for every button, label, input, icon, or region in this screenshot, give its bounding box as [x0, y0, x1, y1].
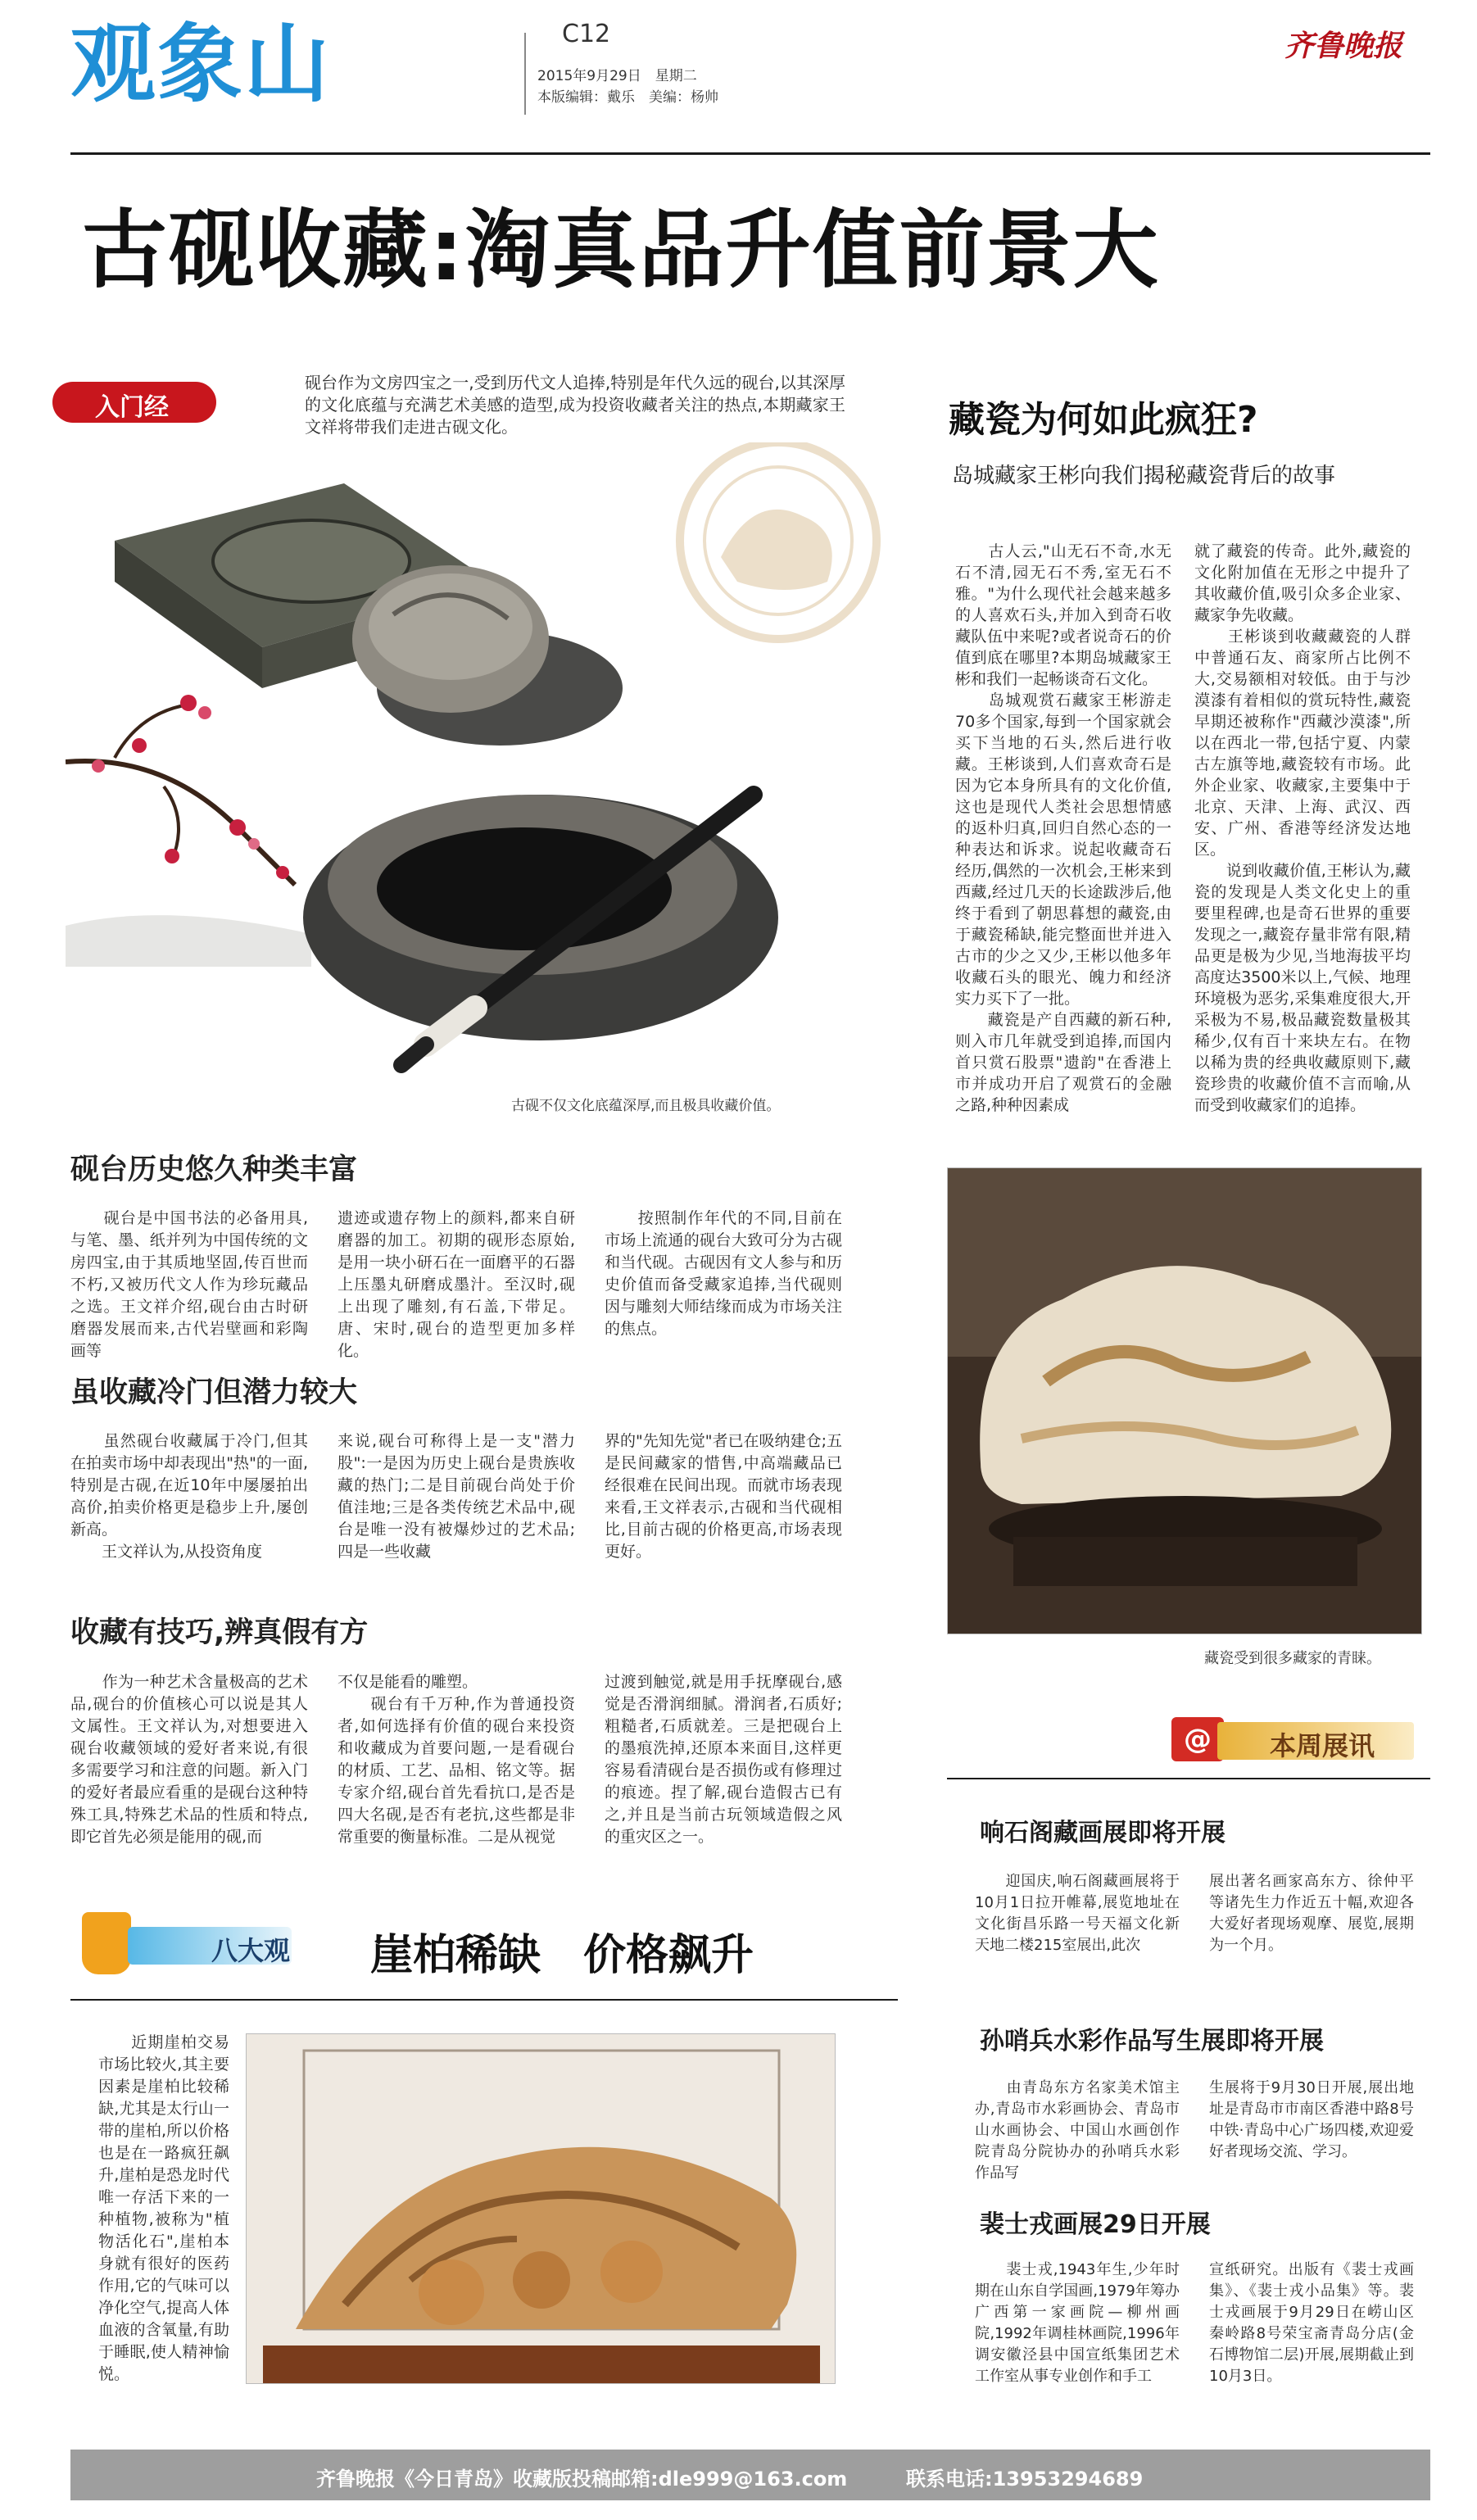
exhibition-title-1: 响石阁藏画展即将开展: [980, 1819, 1226, 1847]
weekly-badge-label: 本周展讯: [1270, 1730, 1375, 1761]
cypress-badge: [70, 1909, 300, 1978]
cypress-photo: [246, 2033, 836, 2384]
exhibition-title-2: 孙哨兵水彩作品写生展即将开展: [980, 2027, 1324, 2055]
weekly-badge: [1168, 1709, 1430, 1768]
section-title: 收藏有技巧,辨真假有方: [70, 1616, 369, 1649]
section-title: 砚台历史悠久种类丰富: [70, 1153, 358, 1186]
porcelain-subtitle: 岛城藏家王彬向我们揭秘藏瓷背后的故事: [952, 464, 1336, 488]
section-title: 虽收藏冷门但潜力较大: [70, 1376, 358, 1409]
cypress-badge-label: 八大观: [211, 1935, 291, 1966]
section-skills-col2: 不仅是能看的雕塑。 砚台有千万种,作为普通投资者,如何选择有价值的砚台来投资和收藏成为首要问题,一是看砚台的材质、工艺、品相、铭文等。据专家介绍,砚台首先看抗口,是否是四大名砚,是否有老抗,这些都是非常重要的衡量标准。二是从视觉: [338, 1673, 575, 1846]
footer-contribute: 齐鲁晚报《今日青岛》收藏版投稿邮箱:dle999@163.com: [316, 2468, 848, 2491]
intro-text: 砚台作为文房四宝之一,受到历代文人追捧,特别是年代久远的砚台,以其深厚的文化底蕴与充满艺术美感的造型,成为投资收藏者关注的热点,本期藏家王文祥将带我们走进古砚文化。: [305, 373, 845, 437]
porcelain-caption: 藏瓷受到很多藏家的青睐。: [1204, 1650, 1381, 1667]
envelope-icon: @: [1171, 1717, 1224, 1761]
exhibition-3-col2: 宣纸研究。出版有《裴士戎画集》、《裴士戎小品集》等。裴士戎画展于9月29日在崂山区秦岭路8号荣宝斋青岛分店(金石博物馆二层)开展,展期截止到10月3日。: [1209, 2261, 1414, 2385]
section-skills-col3: 过渡到触觉,就是用手抚摩砚台,感觉是否滑润细腻。滑润者,石质好;粗糙者,石质就差。三是把砚台上的墨痕洗掉,还原本来面目,这样更容易看清砚台是否损伤或有修理过的痕迹。捏了解,砚台造假古已有之,并且是当前古玩领域造假之风的重灾区之一。: [605, 1673, 842, 1846]
exhibition-1-col2: 展出著名画家高东方、徐仲平等诸先生力作近五十幅,欢迎各大爱好者现场观摩、展览,展期为一个月。: [1209, 1873, 1414, 1954]
cypress-root-illustration: [247, 2034, 836, 2384]
section-potential-col3: 界的"先知先觉"者已在吸纳建仓;五是民间藏家的惜售,中高端藏品已经很难在民间出现。而就市场表现来看,王文祥表示,古砚和当代砚相比,目前古砚的价格更高,市场表现更好。: [605, 1432, 842, 1561]
section-skills-col1: 作为一种艺术含量极高的艺术品,砚台的价值核心可以说是其人文属性。王文祥认为,对想要进入砚台收藏领域的爱好者来说,有很多需要学习和注意的问题。新入门的爱好者最应看重的是砚台这种特殊工具,特殊艺术品的性质和特点,即它首先必须是能用的砚,而: [70, 1673, 308, 1846]
weekly-rule: [947, 1778, 1430, 1779]
intro-badge-label: 入门经: [95, 393, 169, 422]
porcelain-col2: 就了藏瓷的传奇。此外,藏瓷的文化附加值在无形之中提升了其收藏价值,吸引众多企业家、藏家争先收藏。 王彬谈到收藏藏瓷的人群中普通石友、商家所占比例不大,交易额相对较低。由于与沙漠漆有着相似的赏玩特性,藏瓷早期还被称作"西藏沙漠漆",所以在西北一带,包括宁夏、内蒙古左旗等地,藏瓷较有市场。此外企业家、收藏家,主要集中于北京、天津、上海、武汉、西安、广州、香港等经济发达地区。 说到收藏价值,王彬认为,藏瓷的发现是人类文化史上的重要里程碑,也是奇石世界的重要发现之一,藏瓷存量非常有限,精品更是极为少见,当地海拔平均高度达3500米以上,气候、地理环境极为恶劣,采集难度很大,开采极为不易,极品藏瓷数量极其稀少,仅有百十来块左右。在物以稀为贵的经典收藏原则下,藏瓷珍贵的收藏价值不言而喻,从而受到收藏家们的追捧。: [1194, 542, 1411, 1114]
footer-phone: 联系电话:13953294689: [906, 2468, 1144, 2491]
exhibition-3-col1: 裴士戎,1943年生,少年时期在山东自学国画,1979年筹办广西第一家画院—柳州画院,1992年调桂林画院,1996年调安徽泾县中国宣纸集团艺术工作室从事专业创作和手工: [975, 2261, 1180, 2385]
exhibition-title-3: 裴士戎画展29日开展: [980, 2210, 1211, 2239]
cypress-body: 近期崖柏交易市场比较火,其主要因素是崖柏比较稀缺,尤其是太行山一带的崖柏,所以价格也是在一路疯狂飙升,崖柏是恐龙时代唯一存活下来的一种植物,被称为"植物活化石",崖柏本身就有很好的医药作用,它的气味可以净化空气,提高人体血液的含氧量,有助于睡眠,使人精神愉悦。: [98, 2033, 229, 2383]
porcelain-col1: 古人云,"山无石不奇,水无石不清,园无石不秀,室无石不雅。"为什么现代社会越来越多的人喜欢石头,并加入到奇石收藏队伍中来呢?或者说奇石的价值到底在哪里?本期岛城藏家王彬和我们一起畅谈奇石文化。 岛城观赏石藏家王彬游走70多个国家,每到一个国家就会买下当地的石头,然后进行收藏。王彬谈到,人们喜欢奇石是因为它本身所具有的文化价值,这也是现代人类社会思想情感的返朴归真,回归自然心态的一种表达和诉求。说起收藏奇石经历,偶然的一次机会,王彬来到西藏,经过几天的长途跋涉后,他终于看到了朝思暮想的藏瓷,由于藏瓷稀缺,能完整面世并进入古市的少之又少,王彬以他多年收藏石头的眼光、魄力和经济实力买下了一批。 藏瓷是产自西藏的新石种,则入市几年就受到追捧,而国内首只赏石股票"遗韵"在香港上市并成功开启了观赏石的金融之路,种种因素成: [955, 542, 1171, 1114]
exhibition-2-col1: 由青岛东方名家美术馆主办,青岛市水彩画协会、青岛市山水画协会、中国山水画创作院青岛分院协办的孙哨兵水彩作品写: [975, 2079, 1180, 2182]
cypress-headline: 崖柏稀缺 价格飙升: [370, 1931, 754, 1980]
tibetan-porcelain-stone: [948, 1168, 1422, 1634]
date-line: 2015年9月29日 星期二: [537, 68, 697, 84]
inkstone-illustration: [66, 442, 893, 1114]
intro-badge: [52, 382, 216, 423]
round-inkstone: [352, 565, 623, 746]
section-skills: [70, 1610, 898, 1651]
editors-line: 本版编辑：戴乐 美编：杨帅: [537, 89, 718, 106]
headline: 古砚收藏:淘真品升值前景大: [82, 200, 1160, 300]
section-history: [70, 1147, 898, 1188]
inkstone-caption: 古砚不仅文化底蕴深厚,而且极具收藏价值。: [511, 1098, 781, 1114]
masthead: [0, 0, 1477, 164]
page-number: C12: [562, 20, 611, 48]
newspaper-logo: 齐鲁晚报: [1284, 29, 1403, 63]
section-potential: [70, 1370, 898, 1411]
column-name: 观象山: [70, 14, 332, 114]
section-potential-col1: 虽然砚台收藏属于冷门,但其在拍卖市场中却表现出"热"的一面,特别是古砚,在近10年中屡屡拍出高价,拍卖价格更是稳步上升,屡创新高。 王文祥认为,从投资角度: [70, 1432, 308, 1561]
cypress-rule: [70, 1999, 898, 2001]
section-history-col3: 按照制作年代的不同,目前在市场上流通的砚台大致可分为古砚和当代砚。古砚因有文人参与和历史价值而备受藏家追捧,当代砚则因与雕刻大师结缘而成为市场关注的焦点。: [605, 1209, 842, 1338]
footer-bar: [70, 2450, 1430, 2500]
masthead-rule: [70, 152, 1430, 155]
section-history-col1: 砚台是中国书法的必备用具,与笔、墨、纸并列为中国传统的文房四宝,由于其质地坚固,传百世而不朽,又被历代文人作为珍玩藏品之选。王文祥介绍,砚台由古时研磨器发展而来,古代岩壁画和彩陶画等: [70, 1209, 308, 1360]
inkstone-photo: [66, 442, 893, 1114]
exhibition-1-col1: 迎国庆,响石阁藏画展将于10月1日拉开帷幕,展览地址在文化街昌乐路一号天福文化新天地二楼215室展出,此次: [975, 1873, 1180, 1954]
porcelain-title: 藏瓷为何如此疯狂?: [949, 399, 1258, 441]
section-potential-col2: 来说,砚台可称得上是一支"潜力股":一是因为历史上砚台是贵族收藏的热门;二是目前砚台尚处于价值洼地;三是各类传统艺术品中,砚台是唯一没有被爆炒过的艺术品;四是一些收藏: [338, 1432, 575, 1561]
porcelain-photo: [947, 1167, 1422, 1634]
tiger-seal-watermark: [680, 442, 877, 639]
exhibition-2-col2: 生展将于9月30日开展,展出地址是青岛市市南区香港中路8号中铁·青岛中心广场四楼,欢迎爱好者现场交流、学习。: [1209, 2079, 1414, 2160]
section-history-col2: 遗迹或遗存物上的颜料,都来自研磨器的加工。初期的砚形态原始,是用一块小研石在一面磨平的石器上压墨丸研磨成墨汁。至汉时,砚上出现了雕刻,有石盖,下带足。唐、宋时,砚台的造型更加多样化。: [338, 1209, 575, 1360]
plum-blossom-illustration: [66, 695, 311, 967]
vertical-divider: [524, 33, 526, 115]
cup-icon: [82, 1912, 131, 1974]
